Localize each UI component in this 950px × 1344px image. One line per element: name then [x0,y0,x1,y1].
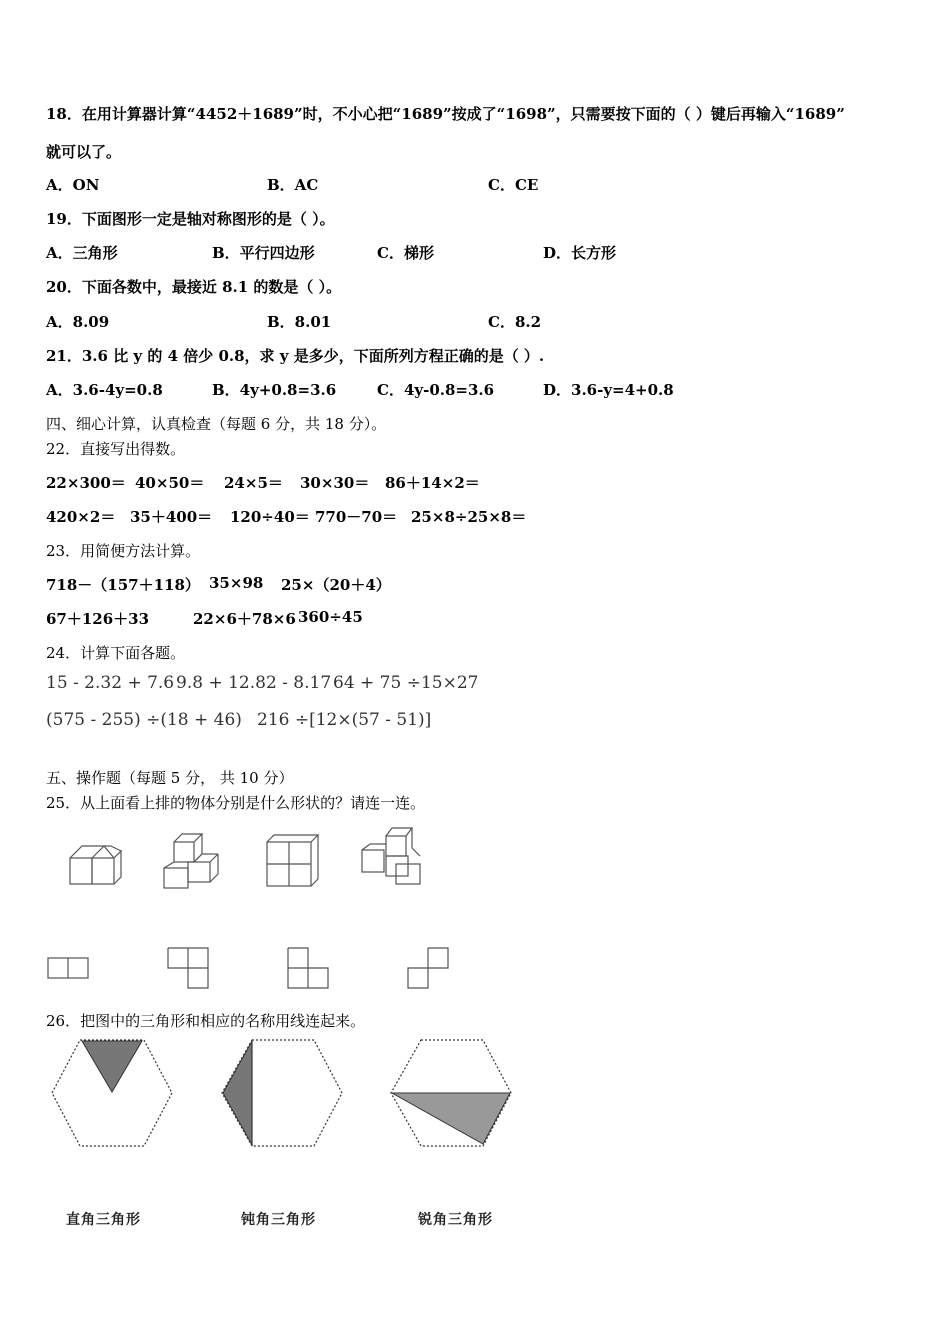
top-view-3 [286,946,332,992]
q18-option-c: C．CE [488,176,539,194]
q20-option-c: C．8.2 [488,313,542,331]
q21-option-b: B．4y+0.8=3.6 [212,381,337,399]
q18-option-a: A．ON [46,176,100,194]
q24-expr: (575 - 255) ÷(18 + 46) [46,710,242,730]
q18-line1: 18．在用计算器计算“4452＋1689”时，不小心把“1689”按成了“1698”，只需要按下面的（ ）键后再输入“1689” [46,105,845,123]
q23-r2-item: 22×6＋78×6 [193,610,296,628]
q20-option-b: B．8.01 [267,313,332,331]
section5-title: 五、操作题（每题 5 分， 共 10 分） [46,769,294,787]
q24-expr: 9.8 + 12.82 - 8.17 [176,673,332,693]
cube-object-4 [356,824,426,890]
q22-r1-item: 40×50＝ [135,474,205,492]
q22-text: 22．直接写出得数。 [46,440,186,458]
cube-object-2 [160,830,226,892]
q21-option-a: A．3.6-4y=0.8 [46,381,163,399]
q25-text: 25．从上面看上排的物体分别是什么形状的？请连一连。 [46,794,426,812]
q23-r1-item: 35×98 [209,574,264,592]
q19-text: 19．下面图形一定是轴对称图形的是（ ）。 [46,210,335,228]
hexagon-figure-3 [389,1038,513,1148]
q24-expr: 15 - 2.32 + 7.6 [46,673,175,693]
q24-expr: 216 ÷[12×(57 - 51)] [257,710,432,730]
q23-r1-item: 25×（20＋4） [281,576,391,594]
q22-r2-item: 420×2＝ [46,508,116,526]
q22-r1-item: 24×5＝ [224,474,283,492]
q23-r2-item: 360÷45 [298,608,363,626]
q21-option-c: C．4y-0.8=3.6 [377,381,495,399]
cube-object-1 [64,838,126,890]
triangle-label-right: 直角三角形 [66,1212,141,1228]
hexagon-figure-2 [220,1038,344,1148]
q20-text: 20．下面各数中，最接近 8.1 的数是（ ）。 [46,278,342,296]
q22-r2-item: 120÷40＝ [230,508,310,526]
q19-option-c: C．梯形 [377,244,434,262]
q23-r1-item: 718－（157＋118） [46,576,200,594]
section4-title: 四、细心计算，认真检查（每题 6 分，共 18 分）。 [46,415,387,433]
q21-option-d: D．3.6-y=4+0.8 [543,381,674,399]
hexagon-figure-1 [50,1038,174,1148]
q23-r2-item: 67＋126＋33 [46,610,150,628]
triangle-label-acute: 锐角三角形 [418,1212,493,1228]
triangle-label-obtuse: 钝角三角形 [241,1212,316,1228]
q22-r2-item: 770－70＝ [315,508,398,526]
q18-option-b: B．AC [267,176,319,194]
q23-text: 23．用简便方法计算。 [46,542,201,560]
q19-option-d: D．长方形 [543,244,617,262]
q24-text: 24．计算下面各题。 [46,644,186,662]
q22-r2-item: 25×8÷25×8＝ [411,508,527,526]
q21-text: 21．3.6 比 y 的 4 倍少 0.8，求 y 是多少，下面所列方程正确的是（ ）. [46,347,545,365]
q22-r1-item: 22×300＝ [46,474,126,492]
q19-option-b: B．平行四边形 [212,244,315,262]
top-view-2 [166,946,212,992]
top-view-1 [46,956,92,980]
q22-r1-item: 86＋14×2＝ [385,474,480,492]
top-view-4 [406,946,452,992]
q18-line2: 就可以了。 [46,143,122,161]
q20-option-a: A．8.09 [46,313,110,331]
q19-option-a: A．三角形 [46,244,118,262]
cube-object-3 [262,832,324,890]
q24-expr: 64 + 75 ÷15×27 [333,673,479,693]
q22-r2-item: 35＋400＝ [130,508,213,526]
q22-r1-item: 30×30＝ [300,474,370,492]
q26-text: 26．把图中的三角形和相应的名称用线连起来。 [46,1012,366,1030]
